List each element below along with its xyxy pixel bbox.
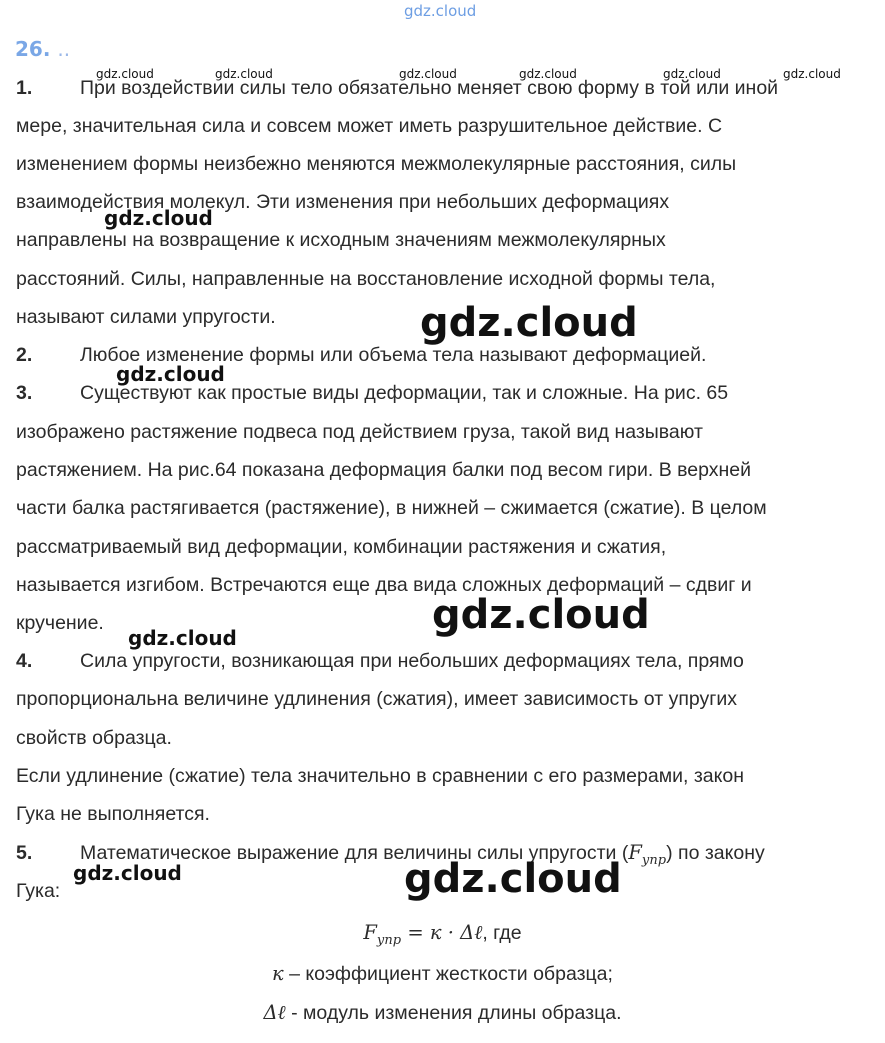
watermark: gdz.cloud <box>128 626 237 650</box>
line-text: При воздействии силы тело обязательно меняет свою форму в той или иной <box>80 77 779 99</box>
watermark: gdz.cloud <box>399 67 457 81</box>
watermark: gdz.cloud <box>404 856 622 902</box>
line-text: Математическое выражение для величины силы упругости ( <box>80 842 629 864</box>
task-number-text: 26. <box>15 37 51 61</box>
text-line: называют силами упругости. <box>16 306 276 328</box>
watermark: gdz.cloud <box>116 362 225 386</box>
item-number: 5. <box>16 842 33 864</box>
watermark: gdz.cloud <box>519 67 577 81</box>
line-tail: ) по закону <box>666 842 765 864</box>
text-line: называется изгибом. Встречаются еще два вида сложных деформаций – сдвиг и <box>16 574 752 596</box>
line-text: Существуют как простые виды деформации, так и сложные. На рис. 65 <box>80 382 729 404</box>
formula-rhs: к · Δℓ <box>429 921 483 944</box>
legend-text: – коэффициент жесткости образца; <box>283 963 613 985</box>
legend-delta-l <box>0 1001 885 1025</box>
text-line: Если удлинение (сжатие) тела значительно в сравнении с его размерами, закон <box>16 765 744 787</box>
text-line: кручение. <box>16 612 104 634</box>
hooke-formula <box>0 921 885 953</box>
formula-lhs: F <box>363 921 377 944</box>
formula-eq: = <box>401 921 430 944</box>
legend-text: - модуль изменения длины образца. <box>285 1002 622 1024</box>
watermark: gdz.cloud <box>432 592 650 638</box>
watermark: gdz.cloud <box>104 206 213 230</box>
text-line: части балка растягивается (растяжение), в нижней – сжимается (сжатие). В целом <box>16 497 767 519</box>
watermark: gdz.cloud <box>96 67 154 81</box>
legend-k <box>0 962 885 986</box>
item-number: 4. <box>16 650 33 672</box>
task-number-suffix: .. <box>57 37 71 61</box>
watermark: gdz.cloud <box>73 861 182 885</box>
item-number: 3. <box>16 382 33 404</box>
line-text: Любое изменение формы или объема тела называют деформацией. <box>80 344 707 366</box>
item-number: 1. <box>16 77 33 99</box>
text-line: рассматриваемый вид деформации, комбинации растяжения и сжатия, <box>16 536 667 558</box>
line-text: Сила упругости, возникающая при небольших деформациях тела, прямо <box>80 650 744 672</box>
top-watermark: gdz.cloud <box>404 2 477 20</box>
task-number <box>15 37 70 61</box>
force-symbol: F <box>628 841 642 864</box>
text-line: пропорциональна величине удлинения (сжатия), имеет зависимость от упругих <box>16 688 738 710</box>
text-line: Гука: <box>16 880 61 902</box>
text-line: растяжением. На рис.64 показана деформация балки под весом гири. В верхней <box>16 459 752 481</box>
text-line: Гука не выполняется. <box>16 803 210 825</box>
text-line: мере, значительная сила и совсем может иметь разрушительное действие. С <box>16 115 723 137</box>
legend-symbol: к <box>272 962 284 985</box>
text-line: изменением формы неизбежно меняются межмолекулярные расстояния, силы <box>16 153 737 175</box>
watermark: gdz.cloud <box>663 67 721 81</box>
text-line: изображено растяжение подвеса под действием груза, такой вид называют <box>16 421 703 443</box>
text-line: направлены на возвращение к исходным значениям межмолекулярных <box>16 229 666 251</box>
text-line: расстояний. Силы, направленные на восстановление исходной формы тела, <box>16 268 716 290</box>
text-line: взаимодействия молекул. Эти изменения при небольших деформациях <box>16 191 670 213</box>
force-subscript: упр <box>641 853 667 868</box>
text-line <box>16 649 744 673</box>
formula-tail: , где <box>482 922 522 944</box>
watermark: gdz.cloud <box>420 300 638 346</box>
legend-symbol: Δℓ <box>263 1001 286 1024</box>
text-line: свойств образца. <box>16 727 172 749</box>
watermark: gdz.cloud <box>215 67 273 81</box>
formula-lhs-subscript: упр <box>376 933 402 948</box>
watermark: gdz.cloud <box>783 67 841 81</box>
item-number: 2. <box>16 344 33 366</box>
